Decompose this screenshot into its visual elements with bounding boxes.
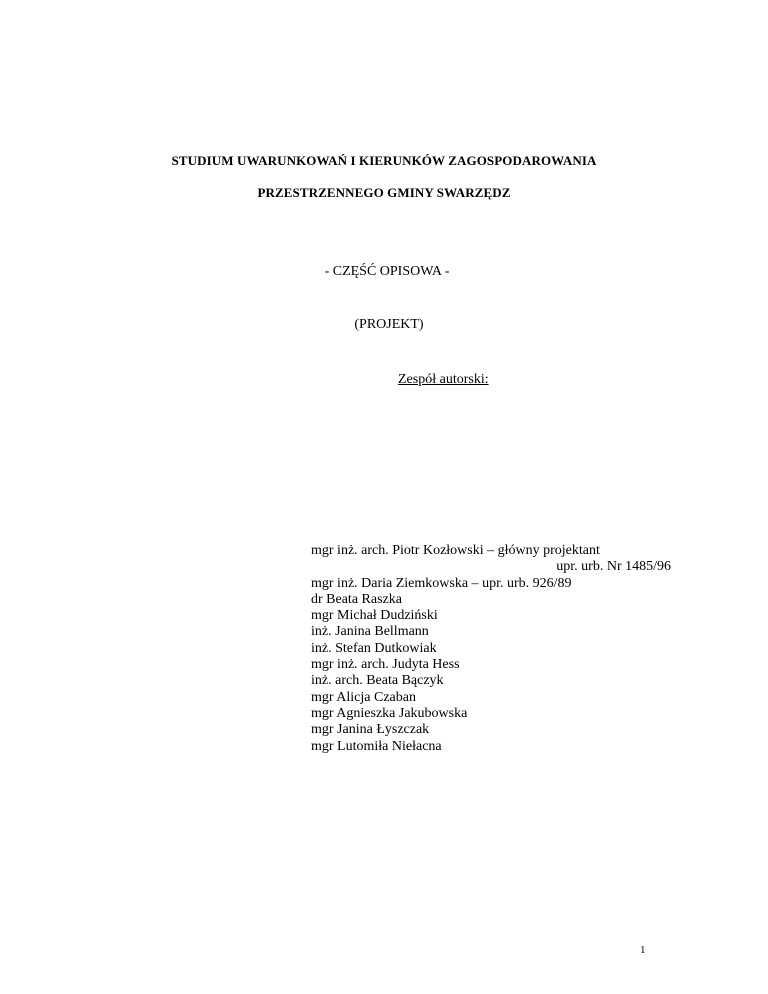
document-status-label: (PROJEKT) [354, 317, 424, 332]
author-line: inż. arch. Beata Bączyk [311, 673, 444, 689]
author-license-line: upr. urb. Nr 1485/96 [556, 559, 671, 575]
team-heading: Zespół autorski: [398, 372, 489, 387]
page-number: 1 [640, 944, 646, 956]
author-line: mgr Michał Dudziński [311, 608, 438, 624]
author-line: mgr inż. Daria Ziemkowska – upr. urb. 926/89 [311, 575, 572, 591]
document-part-label: - CZĘŚĆ OPISOWA - [324, 264, 450, 279]
document-title-line-1: STUDIUM UWARUNKOWAŃ I KIERUNKÓW ZAGOSPODAROWANIA [171, 153, 597, 168]
author-line: inż. Stefan Dutkowiak [311, 640, 437, 656]
author-line: mgr Lutomiła Niełacna [311, 738, 442, 754]
author-line: mgr inż. arch. Judyta Hess [311, 657, 460, 673]
author-line: dr Beata Raszka [311, 591, 402, 607]
author-line: mgr inż. arch. Piotr Kozłowski – główny projektant [311, 543, 600, 558]
author-line: mgr Janina Łyszczak [311, 722, 430, 738]
author-line: mgr Agnieszka Jakubowska [311, 705, 468, 721]
authors-list [311, 543, 691, 755]
author-line: inż. Janina Bellmann [311, 624, 429, 640]
author-line: mgr Alicja Czaban [311, 689, 416, 705]
document-title-line-2: PRZESTRZENNEGO GMINY SWARZĘDZ [257, 185, 511, 200]
